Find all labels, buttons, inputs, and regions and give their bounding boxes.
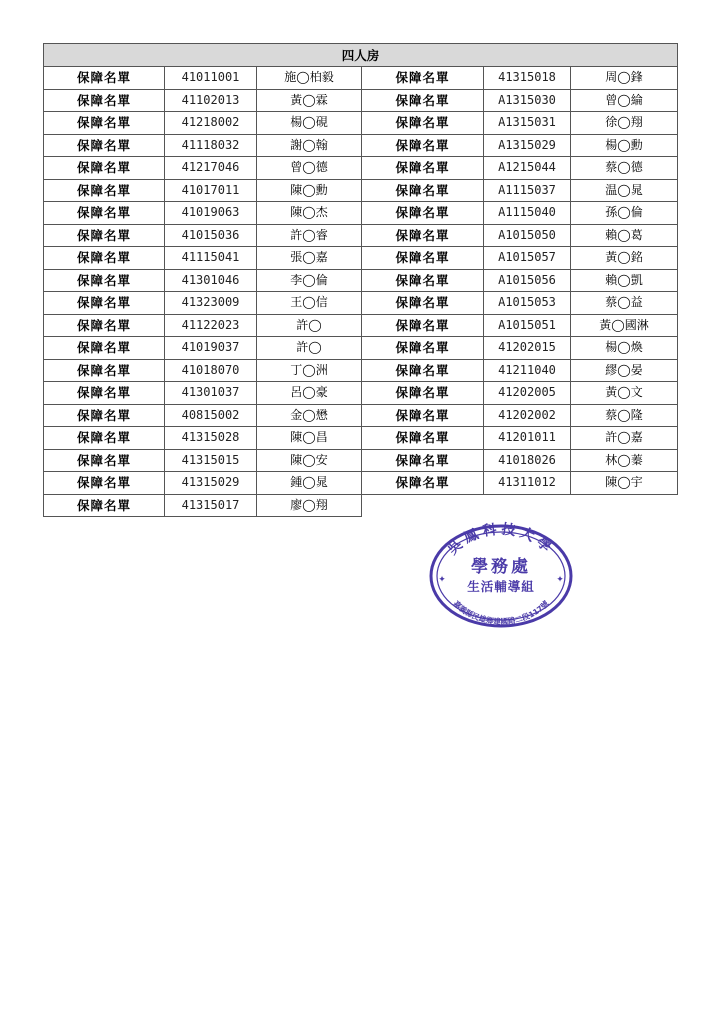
student-name: 周◯鋒 <box>571 67 678 90</box>
student-id: 41301046 <box>165 269 257 292</box>
row-label: 保障名單 <box>44 314 165 337</box>
student-id: 41019037 <box>165 337 257 360</box>
student-id: A1015053 <box>484 292 571 315</box>
table-row <box>44 449 678 472</box>
student-name: 許◯ <box>257 314 362 337</box>
student-id: 41301037 <box>165 382 257 405</box>
student-name: 張◯嘉 <box>257 247 362 270</box>
table-row <box>44 404 678 427</box>
row-label: 保障名單 <box>362 67 484 90</box>
row-label: 保障名單 <box>362 202 484 225</box>
student-name: 蔡◯德 <box>571 157 678 180</box>
row-label: 保障名單 <box>362 157 484 180</box>
student-id: 41018026 <box>484 449 571 472</box>
student-name: 廖◯翔 <box>257 494 362 517</box>
student-name: 曾◯德 <box>257 157 362 180</box>
student-id: 41218002 <box>165 112 257 135</box>
row-label: 保障名單 <box>362 89 484 112</box>
student-name: 曾◯綸 <box>571 89 678 112</box>
student-id: A1115040 <box>484 202 571 225</box>
student-name: 繆◯晏 <box>571 359 678 382</box>
row-label: 保障名單 <box>44 404 165 427</box>
table-header-row <box>44 44 678 67</box>
row-label: 保障名單 <box>362 112 484 135</box>
student-name: 王◯信 <box>257 292 362 315</box>
student-name: 鍾◯晁 <box>257 472 362 495</box>
student-id: 41019063 <box>165 202 257 225</box>
table-row <box>44 427 678 450</box>
student-id: 41011001 <box>165 67 257 90</box>
row-label: 保障名單 <box>362 314 484 337</box>
row-label: 保障名單 <box>362 472 484 495</box>
student-id: 41315029 <box>165 472 257 495</box>
row-label: 保障名單 <box>362 404 484 427</box>
student-name: 徐◯翔 <box>571 112 678 135</box>
row-label: 保障名單 <box>362 134 484 157</box>
row-label: 保障名單 <box>44 494 165 517</box>
student-name: 施◯柏毅 <box>257 67 362 90</box>
student-name: 李◯倫 <box>257 269 362 292</box>
student-id: 41202002 <box>484 404 571 427</box>
student-id: 41311012 <box>484 472 571 495</box>
student-name: 許◯睿 <box>257 224 362 247</box>
table-title: 四人房 <box>44 44 678 67</box>
student-id: 41015036 <box>165 224 257 247</box>
table-row <box>44 292 678 315</box>
student-name: 陳◯安 <box>257 449 362 472</box>
row-label: 保障名單 <box>44 157 165 180</box>
row-label: 保障名單 <box>44 179 165 202</box>
table-row <box>44 269 678 292</box>
student-id: A1215044 <box>484 157 571 180</box>
student-name: 黃◯霖 <box>257 89 362 112</box>
table-row <box>44 89 678 112</box>
table-row <box>44 472 678 495</box>
table-row <box>44 157 678 180</box>
student-name: 陳◯昌 <box>257 427 362 450</box>
row-label: 保障名單 <box>44 292 165 315</box>
table-row <box>44 247 678 270</box>
student-name: 黃◯國淋 <box>571 314 678 337</box>
dorm-list-table <box>43 43 678 517</box>
table-row <box>44 494 678 517</box>
student-id: 41017011 <box>165 179 257 202</box>
student-id: A1115037 <box>484 179 571 202</box>
student-id: A1315031 <box>484 112 571 135</box>
row-label: 保障名單 <box>362 269 484 292</box>
seal-arc-text: 吳鳳科技大學 <box>444 521 558 559</box>
table-row <box>44 337 678 360</box>
row-label: 保障名單 <box>44 449 165 472</box>
student-id: A1015057 <box>484 247 571 270</box>
student-id: A1315030 <box>484 89 571 112</box>
table-row <box>44 202 678 225</box>
student-id: 41315018 <box>484 67 571 90</box>
seal-unit-text: 生活輔導組 <box>467 579 535 594</box>
school-seal-stamp <box>428 520 574 628</box>
row-label: 保障名單 <box>44 89 165 112</box>
row-label: 保障名單 <box>44 472 165 495</box>
student-id: 41323009 <box>165 292 257 315</box>
student-name: 黃◯文 <box>571 382 678 405</box>
student-name: 楊◯硯 <box>257 112 362 135</box>
row-label: 保障名單 <box>362 179 484 202</box>
student-name: 楊◯勳 <box>571 134 678 157</box>
row-label: 保障名單 <box>44 247 165 270</box>
empty-cell <box>362 494 678 517</box>
row-label: 保障名單 <box>44 427 165 450</box>
student-name: 孫◯倫 <box>571 202 678 225</box>
row-label: 保障名單 <box>44 337 165 360</box>
row-label: 保障名單 <box>362 427 484 450</box>
student-id: 41202005 <box>484 382 571 405</box>
student-name: 丁◯洲 <box>257 359 362 382</box>
student-name: 呂◯豪 <box>257 382 362 405</box>
student-name: 賴◯葛 <box>571 224 678 247</box>
table-row <box>44 224 678 247</box>
student-name: 陳◯宇 <box>571 472 678 495</box>
row-label: 保障名單 <box>362 359 484 382</box>
row-label: 保障名單 <box>44 269 165 292</box>
table-row <box>44 314 678 337</box>
student-id: 41018070 <box>165 359 257 382</box>
row-label: 保障名單 <box>44 112 165 135</box>
row-label: 保障名單 <box>362 449 484 472</box>
seal-office-text: 學務處 <box>471 557 531 577</box>
student-name: 金◯懋 <box>257 404 362 427</box>
table-row <box>44 179 678 202</box>
row-label: 保障名單 <box>44 202 165 225</box>
row-label: 保障名單 <box>44 359 165 382</box>
row-label: 保障名單 <box>362 292 484 315</box>
student-id: A1315029 <box>484 134 571 157</box>
student-id: 41315015 <box>165 449 257 472</box>
student-name: 賴◯凱 <box>571 269 678 292</box>
seal-star-right-icon: ✦ <box>556 575 564 585</box>
table-row <box>44 112 678 135</box>
student-id: 41115041 <box>165 247 257 270</box>
student-name: 謝◯翰 <box>257 134 362 157</box>
student-id: 41102013 <box>165 89 257 112</box>
row-label: 保障名單 <box>44 382 165 405</box>
row-label: 保障名單 <box>44 134 165 157</box>
student-name: 林◯蓁 <box>571 449 678 472</box>
student-id: 41217046 <box>165 157 257 180</box>
table-row <box>44 134 678 157</box>
student-id: 41122023 <box>165 314 257 337</box>
student-id: A1015050 <box>484 224 571 247</box>
student-id: 41315017 <box>165 494 257 517</box>
student-id: A1015051 <box>484 314 571 337</box>
table-row <box>44 359 678 382</box>
student-id: 41211040 <box>484 359 571 382</box>
row-label: 保障名單 <box>362 224 484 247</box>
student-id: A1015056 <box>484 269 571 292</box>
row-label: 保障名單 <box>44 224 165 247</box>
student-name: 蔡◯隆 <box>571 404 678 427</box>
table-row <box>44 382 678 405</box>
row-label: 保障名單 <box>362 247 484 270</box>
student-id: 41315028 <box>165 427 257 450</box>
student-name: 陳◯杰 <box>257 202 362 225</box>
seal-star-left-icon: ✦ <box>438 575 446 585</box>
student-name: 許◯ <box>257 337 362 360</box>
student-id: 41202015 <box>484 337 571 360</box>
row-label: 保障名單 <box>362 382 484 405</box>
student-id: 40815002 <box>165 404 257 427</box>
student-name: 楊◯煥 <box>571 337 678 360</box>
student-name: 許◯嘉 <box>571 427 678 450</box>
row-label: 保障名單 <box>362 337 484 360</box>
table-row <box>44 67 678 90</box>
student-id: 41118032 <box>165 134 257 157</box>
student-name: 黃◯銘 <box>571 247 678 270</box>
seal-address-text: 嘉義縣民雄鄉建國路二段117號 <box>451 599 551 627</box>
student-id: 41201011 <box>484 427 571 450</box>
student-name: 蔡◯益 <box>571 292 678 315</box>
student-name: 温◯晁 <box>571 179 678 202</box>
row-label: 保障名單 <box>44 67 165 90</box>
student-name: 陳◯勳 <box>257 179 362 202</box>
